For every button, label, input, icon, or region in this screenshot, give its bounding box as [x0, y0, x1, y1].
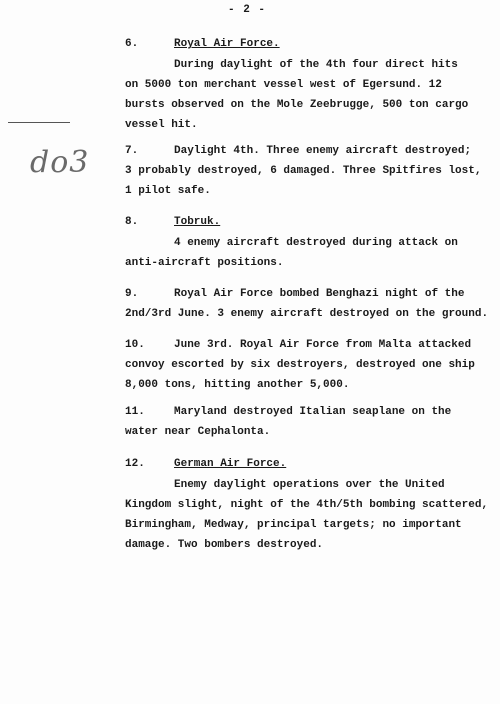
item-line: 1 pilot safe. [125, 185, 211, 197]
item-line: Daylight 4th. Three enemy aircraft destroyed; [174, 145, 472, 157]
item-line: 4 enemy aircraft destroyed during attack on [174, 237, 458, 249]
item-line: damage. Two bombers destroyed. [125, 539, 324, 551]
item-number: 9. [125, 288, 139, 300]
item-line: water near Cephalonta. [125, 426, 271, 438]
item-line: 2nd/3rd June. 3 enemy aircraft destroyed on the ground. [125, 308, 489, 320]
item-line: 3 probably destroyed, 6 damaged. Three Spitfires lost, [125, 165, 482, 177]
item-line: convoy escorted by six destroyers, destroyed one ship [125, 359, 475, 371]
item-number: 6. [125, 38, 139, 50]
item-number: 12. [125, 458, 145, 470]
item-line: Enemy daylight operations over the United [174, 479, 445, 491]
item-number: 8. [125, 216, 139, 228]
item-line: During daylight of the 4th four direct hits [174, 59, 458, 71]
item-heading: Royal Air Force. [174, 38, 280, 50]
item-line: Royal Air Force bombed Benghazi night of the [174, 288, 465, 300]
handwritten-margin-note: do3 [30, 145, 90, 180]
item-line: Maryland destroyed Italian seaplane on the [174, 406, 452, 418]
item-line: Birmingham, Medway, principal targets; no important [125, 519, 462, 531]
item-line: Kingdom slight, night of the 4th/5th bombing scattered, [125, 499, 489, 511]
item-number: 7. [125, 145, 139, 157]
item-line: on 5000 ton merchant vessel west of Egersund. 12 [125, 79, 442, 91]
item-number: 11. [125, 406, 145, 418]
item-line: bursts observed on the Mole Zeebrugge, 500 ton cargo [125, 99, 469, 111]
item-number: 10. [125, 339, 145, 351]
item-heading: Tobruk. [174, 216, 221, 228]
item-heading: German Air Force. [174, 458, 287, 470]
item-line: anti-aircraft positions. [125, 257, 284, 269]
item-line: June 3rd. Royal Air Force from Malta attacked [174, 339, 472, 351]
margin-rule [8, 122, 70, 123]
item-line: vessel hit. [125, 119, 198, 131]
item-line: 8,000 tons, hitting another 5,000. [125, 379, 350, 391]
page-number: - 2 - [228, 4, 267, 16]
